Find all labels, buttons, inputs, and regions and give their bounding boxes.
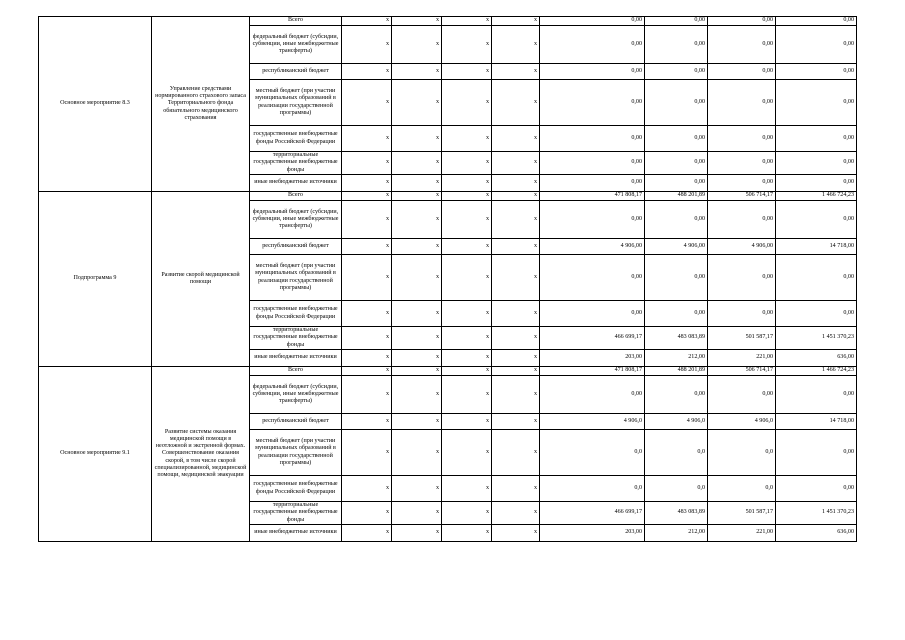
amount-cell: 506 714,17 xyxy=(708,192,776,201)
amount-cell: 0,00 xyxy=(776,26,857,64)
code-cell: x xyxy=(342,64,392,80)
program-title-cell: Основное мероприятие 9.1 xyxy=(39,367,152,542)
amount-cell: 466 699,17 xyxy=(540,502,645,525)
code-cell: x xyxy=(492,525,540,542)
code-cell: x xyxy=(392,17,442,26)
amount-cell: 471 808,17 xyxy=(540,367,645,376)
code-cell: x xyxy=(392,64,442,80)
code-cell: x xyxy=(392,239,442,255)
amount-cell: 0,00 xyxy=(540,126,645,152)
code-cell: x xyxy=(442,255,492,301)
code-cell: x xyxy=(392,350,442,367)
amount-cell: 501 587,17 xyxy=(708,502,776,525)
amount-cell: 506 714,17 xyxy=(708,367,776,376)
code-cell: x xyxy=(392,502,442,525)
code-cell: x xyxy=(442,502,492,525)
code-cell: x xyxy=(442,476,492,502)
amount-cell: 466 699,17 xyxy=(540,327,645,350)
code-cell: x xyxy=(492,350,540,367)
amount-cell: 0,00 xyxy=(776,175,857,192)
amount-cell: 1 451 370,23 xyxy=(776,327,857,350)
amount-cell: 0,00 xyxy=(645,17,708,26)
amount-cell: 0,00 xyxy=(645,201,708,239)
code-cell: x xyxy=(492,367,540,376)
funding-source-cell: федеральный бюджет (субсидии, субвенции, иные межбюджетные трансферты) xyxy=(250,376,342,414)
code-cell: x xyxy=(342,17,392,26)
amount-cell: 0,0 xyxy=(540,430,645,476)
budget-table xyxy=(38,16,857,542)
code-cell: x xyxy=(492,126,540,152)
code-cell: x xyxy=(342,201,392,239)
code-cell: x xyxy=(392,476,442,502)
amount-cell: 0,00 xyxy=(776,430,857,476)
code-cell: x xyxy=(442,301,492,327)
code-cell: x xyxy=(492,301,540,327)
code-cell: x xyxy=(342,239,392,255)
code-cell: x xyxy=(492,414,540,430)
code-cell: x xyxy=(342,367,392,376)
amount-cell: 0,00 xyxy=(776,17,857,26)
amount-cell: 0,0 xyxy=(708,476,776,502)
code-cell: x xyxy=(342,376,392,414)
program-title-cell: Подпрограмма 9 xyxy=(39,192,152,367)
code-cell: x xyxy=(442,80,492,126)
code-cell: x xyxy=(392,201,442,239)
amount-cell: 1 466 724,23 xyxy=(776,192,857,201)
funding-source-cell: республиканский бюджет xyxy=(250,64,342,80)
code-cell: x xyxy=(442,192,492,201)
amount-cell: 4 906,00 xyxy=(708,239,776,255)
amount-cell: 0,00 xyxy=(708,376,776,414)
code-cell: x xyxy=(392,26,442,64)
amount-cell: 0,00 xyxy=(540,201,645,239)
funding-source-cell: иные внебюджетные источники xyxy=(250,350,342,367)
code-cell: x xyxy=(492,201,540,239)
code-cell: x xyxy=(392,414,442,430)
amount-cell: 0,00 xyxy=(776,152,857,175)
funding-source-cell: федеральный бюджет (субсидии, субвенции, иные межбюджетные трансферты) xyxy=(250,26,342,64)
amount-cell: 0,00 xyxy=(540,26,645,64)
code-cell: x xyxy=(392,376,442,414)
amount-cell: 0,00 xyxy=(540,255,645,301)
code-cell: x xyxy=(492,152,540,175)
code-cell: x xyxy=(342,414,392,430)
amount-cell: 0,00 xyxy=(540,152,645,175)
amount-cell: 0,00 xyxy=(645,26,708,64)
code-cell: x xyxy=(442,17,492,26)
funding-source-cell: территориальные государственные внебюджетные фонды xyxy=(250,327,342,350)
code-cell: x xyxy=(442,64,492,80)
amount-cell: 0,00 xyxy=(708,26,776,64)
amount-cell: 0,00 xyxy=(645,152,708,175)
amount-cell: 0,00 xyxy=(776,126,857,152)
amount-cell: 0,00 xyxy=(776,376,857,414)
funding-source-cell: территориальные государственные внебюджетные фонды xyxy=(250,152,342,175)
amount-cell: 4 906,00 xyxy=(540,239,645,255)
code-cell: x xyxy=(442,350,492,367)
funding-source-cell: Всего xyxy=(250,192,342,201)
code-cell: x xyxy=(492,476,540,502)
code-cell: x xyxy=(342,175,392,192)
amount-cell: 0,00 xyxy=(708,175,776,192)
amount-cell: 471 808,17 xyxy=(540,192,645,201)
funding-source-cell: республиканский бюджет xyxy=(250,239,342,255)
amount-cell: 0,00 xyxy=(708,17,776,26)
code-cell: x xyxy=(392,192,442,201)
code-cell: x xyxy=(342,126,392,152)
code-cell: x xyxy=(342,327,392,350)
code-cell: x xyxy=(492,430,540,476)
funding-source-cell: местный бюджет (при участии муниципальных образований в реализации государственной программы) xyxy=(250,80,342,126)
amount-cell: 0,00 xyxy=(540,175,645,192)
funding-source-cell: местный бюджет (при участии муниципальных образований в реализации государственной программы) xyxy=(250,430,342,476)
code-cell: x xyxy=(492,175,540,192)
amount-cell: 0,00 xyxy=(540,17,645,26)
funding-source-cell: республиканский бюджет xyxy=(250,414,342,430)
amount-cell: 203,00 xyxy=(540,525,645,542)
code-cell: x xyxy=(392,430,442,476)
code-cell: x xyxy=(392,367,442,376)
amount-cell: 0,00 xyxy=(540,301,645,327)
amount-cell: 0,00 xyxy=(645,376,708,414)
code-cell: x xyxy=(442,525,492,542)
code-cell: x xyxy=(492,64,540,80)
amount-cell: 501 587,17 xyxy=(708,327,776,350)
code-cell: x xyxy=(492,376,540,414)
amount-cell: 0,00 xyxy=(645,64,708,80)
amount-cell: 14 718,00 xyxy=(776,414,857,430)
amount-cell: 0,00 xyxy=(540,64,645,80)
amount-cell: 0,0 xyxy=(540,476,645,502)
amount-cell: 0,00 xyxy=(708,201,776,239)
code-cell: x xyxy=(442,126,492,152)
code-cell: x xyxy=(492,502,540,525)
table-row xyxy=(39,192,857,201)
code-cell: x xyxy=(442,239,492,255)
amount-cell: 0,00 xyxy=(708,64,776,80)
amount-cell: 221,00 xyxy=(708,525,776,542)
funding-source-cell: Всего xyxy=(250,367,342,376)
amount-cell: 0,00 xyxy=(776,201,857,239)
code-cell: x xyxy=(342,255,392,301)
code-cell: x xyxy=(442,152,492,175)
amount-cell: 0,00 xyxy=(776,301,857,327)
amount-cell: 0,00 xyxy=(708,255,776,301)
amount-cell: 4 906,00 xyxy=(645,239,708,255)
code-cell: x xyxy=(392,152,442,175)
code-cell: x xyxy=(342,525,392,542)
code-cell: x xyxy=(442,376,492,414)
code-cell: x xyxy=(442,175,492,192)
amount-cell: 636,00 xyxy=(776,525,857,542)
program-description-cell: Управление средствами нормированного страхового запаса Территориального фонда обязательного медицинского страхования xyxy=(152,17,250,192)
code-cell: x xyxy=(392,175,442,192)
code-cell: x xyxy=(342,301,392,327)
amount-cell: 0,00 xyxy=(776,255,857,301)
program-description-cell: Развитие скорой медицинской помощи xyxy=(152,192,250,367)
table-body xyxy=(39,17,857,542)
code-cell: x xyxy=(392,126,442,152)
code-cell: x xyxy=(392,525,442,542)
amount-cell: 221,00 xyxy=(708,350,776,367)
program-description-cell: Развитие системы оказания медицинской помощи в неотложной и экстренной формах. Совершенствование оказания скорой, в том числе скорой специализированной, медицинской помощи, медицинской эвакуации xyxy=(152,367,250,542)
funding-source-cell: территориальные государственные внебюджетные фонды xyxy=(250,502,342,525)
amount-cell: 0,00 xyxy=(645,126,708,152)
table-row xyxy=(39,17,857,26)
funding-source-cell: государственные внебюджетные фонды Российской Федерации xyxy=(250,126,342,152)
amount-cell: 4 906,0 xyxy=(540,414,645,430)
code-cell: x xyxy=(392,255,442,301)
code-cell: x xyxy=(342,350,392,367)
program-title-cell: Основное мероприятие 8.3 xyxy=(39,17,152,192)
amount-cell: 0,00 xyxy=(776,80,857,126)
amount-cell: 0,00 xyxy=(708,126,776,152)
code-cell: x xyxy=(492,239,540,255)
amount-cell: 0,00 xyxy=(708,301,776,327)
table-row xyxy=(39,367,857,376)
code-cell: x xyxy=(392,80,442,126)
amount-cell: 488 201,89 xyxy=(645,367,708,376)
amount-cell: 0,0 xyxy=(645,430,708,476)
amount-cell: 1 466 724,23 xyxy=(776,367,857,376)
code-cell: x xyxy=(492,80,540,126)
amount-cell: 483 083,89 xyxy=(645,502,708,525)
code-cell: x xyxy=(492,17,540,26)
amount-cell: 0,00 xyxy=(645,175,708,192)
code-cell: x xyxy=(442,201,492,239)
amount-cell: 0,00 xyxy=(540,80,645,126)
amount-cell: 4 906,0 xyxy=(645,414,708,430)
code-cell: x xyxy=(342,476,392,502)
amount-cell: 0,0 xyxy=(708,430,776,476)
funding-source-cell: государственные внебюджетные фонды Российской Федерации xyxy=(250,301,342,327)
amount-cell: 14 718,00 xyxy=(776,239,857,255)
amount-cell: 0,00 xyxy=(645,255,708,301)
code-cell: x xyxy=(342,26,392,64)
code-cell: x xyxy=(342,80,392,126)
amount-cell: 203,00 xyxy=(540,350,645,367)
code-cell: x xyxy=(442,26,492,64)
funding-source-cell: федеральный бюджет (субсидии, субвенции, иные межбюджетные трансферты) xyxy=(250,201,342,239)
funding-source-cell: иные внебюджетные источники xyxy=(250,525,342,542)
funding-source-cell: Всего xyxy=(250,17,342,26)
amount-cell: 0,00 xyxy=(645,301,708,327)
amount-cell: 488 201,89 xyxy=(645,192,708,201)
code-cell: x xyxy=(392,301,442,327)
amount-cell: 1 451 370,23 xyxy=(776,502,857,525)
funding-source-cell: иные внебюджетные источники xyxy=(250,175,342,192)
amount-cell: 0,00 xyxy=(776,64,857,80)
funding-source-cell: государственные внебюджетные фонды Российской Федерации xyxy=(250,476,342,502)
amount-cell: 0,00 xyxy=(776,476,857,502)
amount-cell: 0,00 xyxy=(645,80,708,126)
code-cell: x xyxy=(342,502,392,525)
code-cell: x xyxy=(492,192,540,201)
code-cell: x xyxy=(442,414,492,430)
code-cell: x xyxy=(492,26,540,64)
amount-cell: 0,0 xyxy=(645,476,708,502)
code-cell: x xyxy=(392,327,442,350)
code-cell: x xyxy=(492,327,540,350)
code-cell: x xyxy=(492,255,540,301)
funding-source-cell: местный бюджет (при участии муниципальных образований в реализации государственной программы) xyxy=(250,255,342,301)
code-cell: x xyxy=(442,367,492,376)
amount-cell: 636,00 xyxy=(776,350,857,367)
code-cell: x xyxy=(342,152,392,175)
amount-cell: 0,00 xyxy=(708,152,776,175)
code-cell: x xyxy=(442,430,492,476)
code-cell: x xyxy=(342,430,392,476)
code-cell: x xyxy=(342,192,392,201)
amount-cell: 0,00 xyxy=(540,376,645,414)
amount-cell: 0,00 xyxy=(708,80,776,126)
amount-cell: 483 083,89 xyxy=(645,327,708,350)
amount-cell: 212,00 xyxy=(645,350,708,367)
amount-cell: 212,00 xyxy=(645,525,708,542)
code-cell: x xyxy=(442,327,492,350)
amount-cell: 4 906,0 xyxy=(708,414,776,430)
